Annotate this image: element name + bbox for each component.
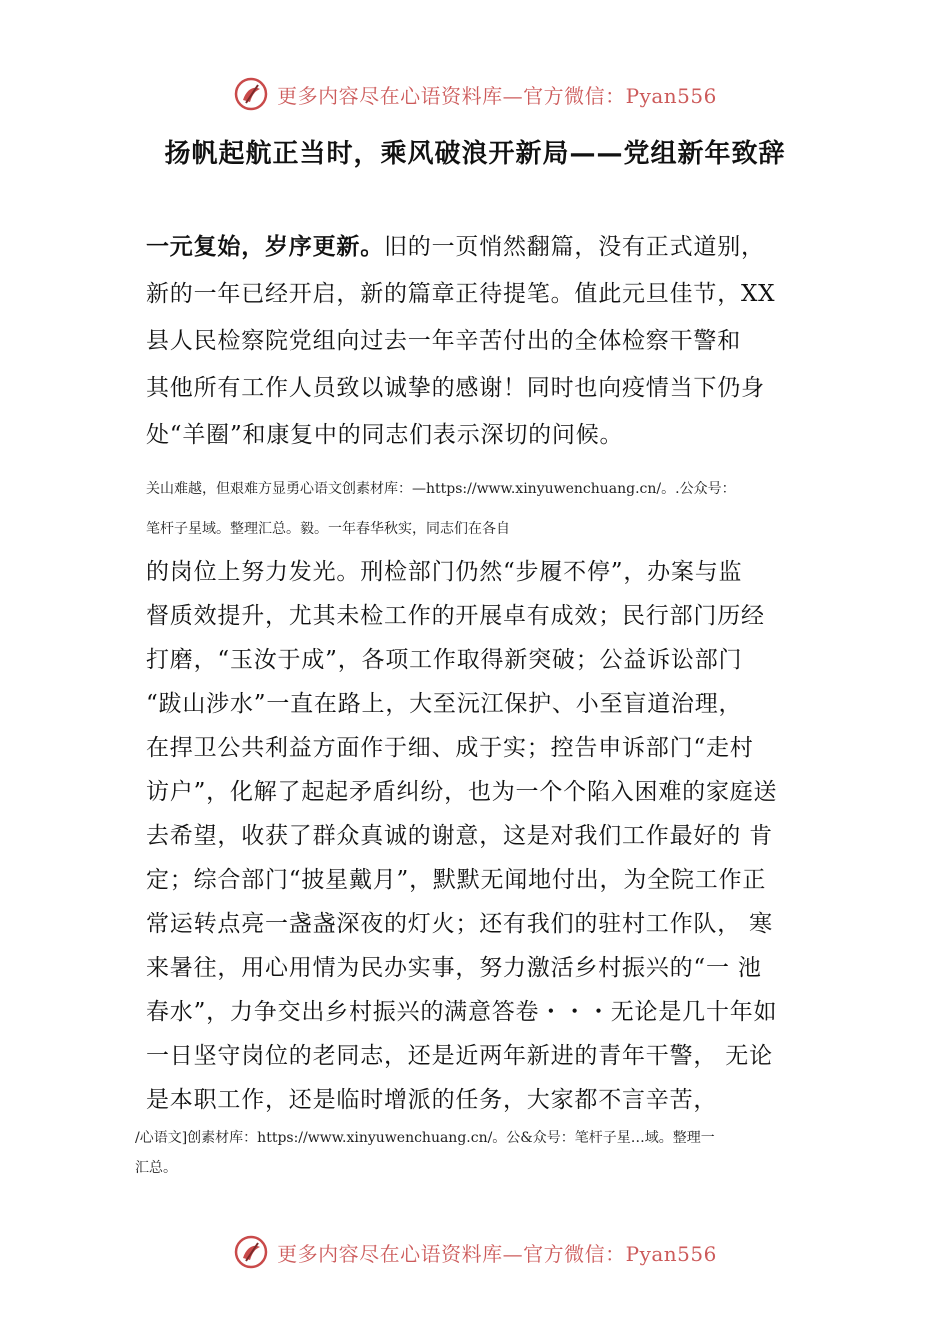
paragraph2-line-12: 一日坚守岗位的老同志，还是近两年新进的青年干警， 无论 (146, 1043, 773, 1069)
document-title: 扬帆起航正当时，乘风破浪开新局——党组新年致辞 (164, 139, 786, 169)
paragraph2-line-7: 去希望，收获了群众真诚的谢意，这是对我们工作最好的 肯 (146, 823, 773, 849)
paragraph1-line-2: 新的一年已经开启，新的篇章正待提笔。值此元旦佳节，XX (146, 281, 776, 307)
paragraph1-line-4: 其他所有工作人员致以诚挚的感谢！同时也向疫情当下仍身 (146, 375, 765, 401)
paragraph2-line-1: 的岗位上努力发光。刑检部门仍然“步履不停”，办案与监 (146, 559, 743, 585)
banner-text: 更多内容尽在心语资料库—官方微信：Pyan556 (277, 1241, 717, 1266)
paragraph2-line-5: 在捍卫公共利益方面作于细、成于实；控告申诉部门“走村 (146, 735, 754, 761)
rose-logo-icon (233, 76, 269, 112)
paragraph2-line-3: 打磨，“玉汝于成”，各项工作取得新突破；公益诉讼部门 (146, 647, 743, 673)
footer-banner (0, 1230, 950, 1274)
paragraph2-line-8: 定；综合部门“披星戴月”，默默无闻地付出，为全院工作正 (146, 867, 767, 893)
banner-text: 更多内容尽在心语资料库—官方微信：Pyan556 (277, 83, 717, 108)
paragraph1-line-1 (146, 228, 765, 261)
rose-logo-icon (233, 1234, 269, 1270)
paragraph2-line-2: 督质效提升，尤其未检工作的开展卓有成效；民行部门历经 (146, 603, 765, 629)
paragraph1-line-3: 县人民检察院党组向过去一年辛苦付出的全体检察干警和 (146, 328, 741, 354)
paragraph2-line-9: 常运转点亮一盏盏深夜的灯火；还有我们的驻村工作队， 寒 (146, 911, 773, 937)
paragraph1-lead: 一元复始，岁序更新。 (146, 234, 384, 260)
header-banner (0, 72, 950, 116)
paragraph1-line-5: 处“羊圈”和康复中的同志们表示深切的问候。 (146, 422, 624, 448)
watermark-note-2-line-1: /心语文]创素材库：https://www.xinyuwenchuang.cn/。公&众号：笔杆子星…域。整理一 (135, 1130, 715, 1146)
paragraph1-line-1-text: 旧的一页悄然翻篇，没有正式道别， (384, 234, 765, 260)
paragraph2-line-10: 来暑往，用心用情为民办实事，努力激活乡村振兴的“一 池 (146, 955, 762, 981)
watermark-note-2-line-2: 汇总。 (135, 1160, 177, 1176)
watermark-note-1-line-2: 笔杆子星域。整理汇总。毅。一年春华秋实，同志们在各自 (146, 521, 510, 537)
paragraph2-line-13: 是本职工作，还是临时增派的任务，大家都不言辛苦， (146, 1087, 718, 1113)
paragraph2-line-4: “跋山涉水”一直在路上，大至沅江保护、小至盲道治理， (146, 691, 743, 717)
paragraph2-line-11: 春水”，力争交出乡村振兴的满意答卷・・・无论是几十年如 (146, 999, 778, 1025)
paragraph2-line-6: 访户”，化解了起起矛盾纠纷，也为一个个陷入困难的家庭送 (146, 779, 778, 805)
watermark-note-1-line-1: 关山难越，但艰难方显勇心语文创素材库：—https://www.xinyuwenchuang.cn/。.公众号： (146, 481, 736, 497)
